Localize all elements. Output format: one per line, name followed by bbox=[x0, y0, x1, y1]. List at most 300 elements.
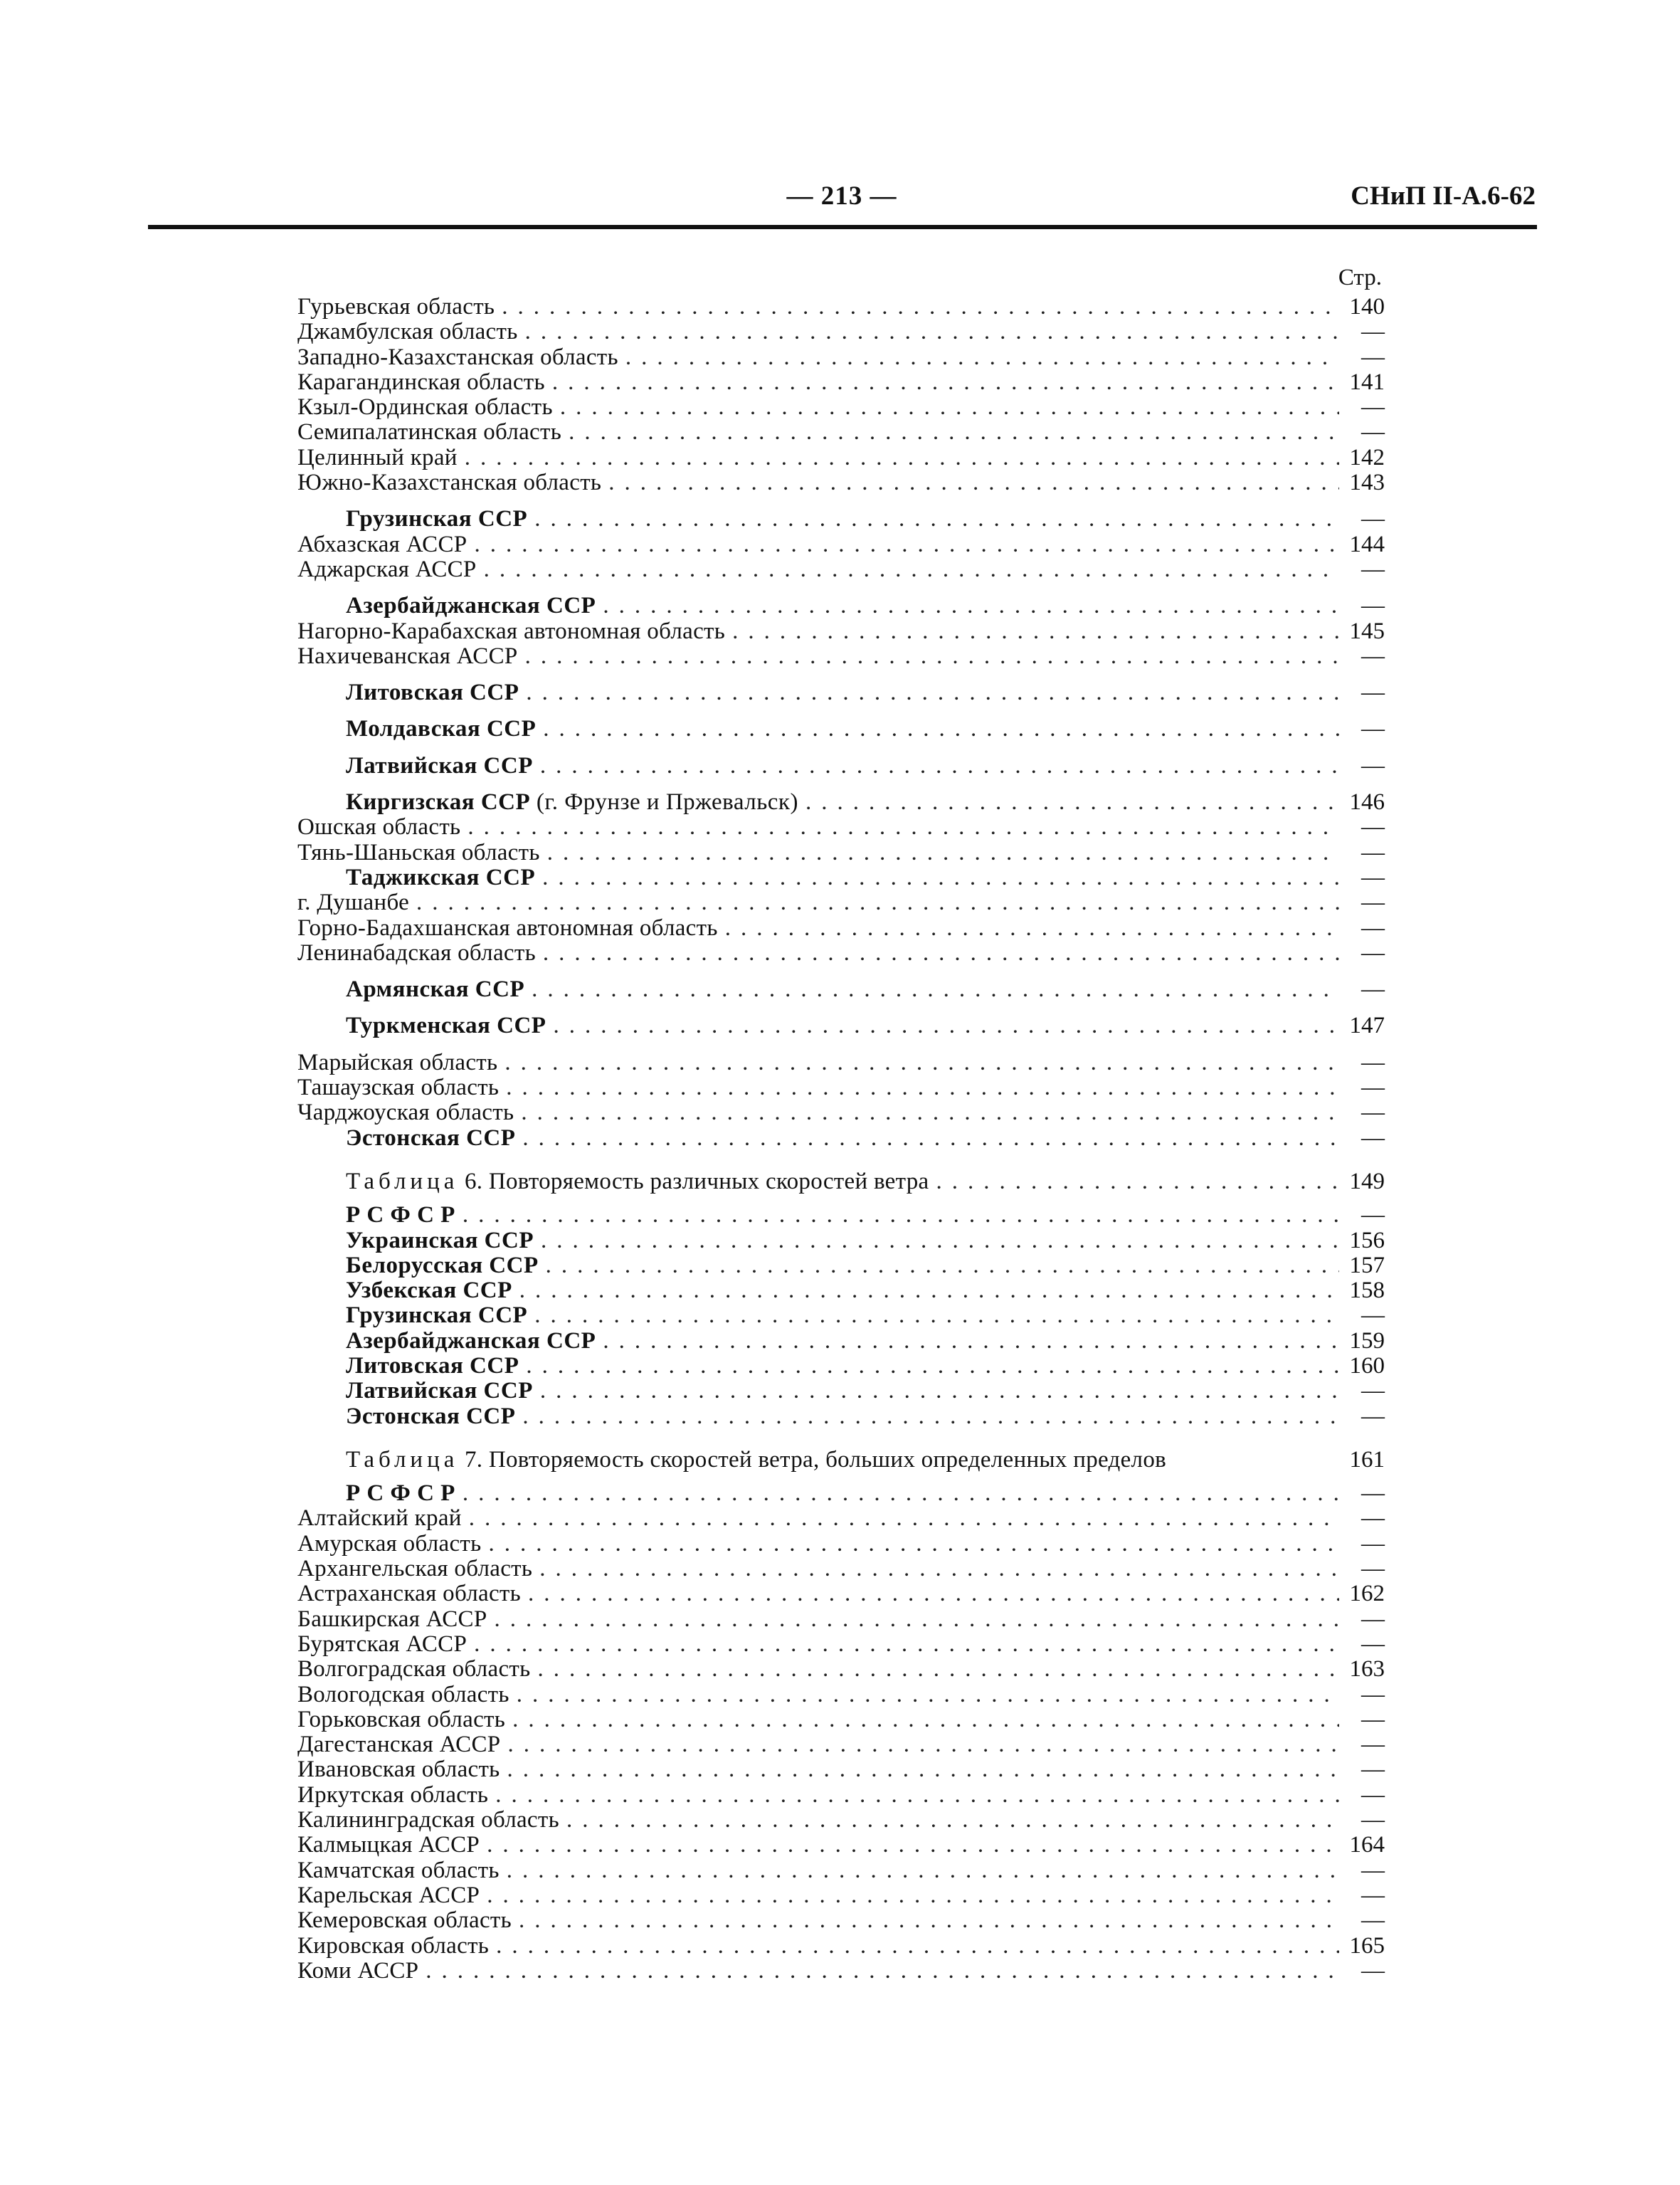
dot-leader bbox=[540, 754, 1339, 779]
dot-leader bbox=[553, 1013, 1339, 1038]
toc-entry-page: — bbox=[1361, 1480, 1385, 1507]
toc-entry-label bbox=[346, 1253, 539, 1278]
toc-rows bbox=[297, 295, 1385, 1984]
toc-entry-label bbox=[346, 1379, 533, 1404]
toc-entry bbox=[297, 1481, 1385, 1506]
toc-entry-page: — bbox=[1361, 1907, 1385, 1934]
toc-entry-page: — bbox=[1361, 1882, 1385, 1908]
toc-entry bbox=[297, 532, 1385, 557]
toc-entry-text: Семипалатинская область bbox=[297, 419, 562, 446]
toc-entry bbox=[297, 680, 1385, 705]
toc-entry-label bbox=[297, 1707, 505, 1732]
toc-entry bbox=[297, 1379, 1385, 1404]
toc-entry-page: 146 bbox=[1349, 789, 1385, 816]
toc-entry-page: — bbox=[1361, 1075, 1385, 1101]
toc-entry-text: Алтайский край bbox=[297, 1505, 462, 1532]
toc-entry bbox=[297, 1632, 1385, 1657]
toc-entry-page: — bbox=[1361, 915, 1385, 941]
toc-entry-label bbox=[297, 370, 545, 395]
toc-entry-page: — bbox=[1361, 1100, 1385, 1126]
toc-entry-page: — bbox=[1361, 1631, 1385, 1657]
dot-leader bbox=[521, 1100, 1339, 1125]
toc-entry bbox=[297, 370, 1385, 395]
toc-entry bbox=[297, 1858, 1385, 1883]
toc-entry-page: — bbox=[1361, 814, 1385, 841]
toc-entry-page: — bbox=[1361, 319, 1385, 345]
toc-entry-label bbox=[297, 1051, 497, 1075]
toc-entry-text: Башкирская АССР bbox=[297, 1606, 487, 1632]
toc-entry-page: 156 bbox=[1349, 1227, 1385, 1253]
toc-entry-text: Астраханская область bbox=[297, 1581, 521, 1607]
dot-leader bbox=[526, 680, 1339, 705]
toc-entry-text: Карельская АССР bbox=[297, 1882, 480, 1908]
table-word: Таблица bbox=[346, 1446, 459, 1473]
toc-entry-label bbox=[297, 815, 460, 840]
dot-leader bbox=[517, 1683, 1339, 1707]
page-number: — 213 — bbox=[786, 181, 897, 211]
table-word: Таблица bbox=[346, 1168, 459, 1194]
toc-entry-page: — bbox=[1361, 716, 1385, 742]
toc-entry-label bbox=[297, 1808, 559, 1833]
toc-entry bbox=[297, 1934, 1385, 1959]
toc-entry-label bbox=[346, 790, 798, 815]
toc-entry-label bbox=[297, 1959, 418, 1984]
toc-entry-page: 163 bbox=[1349, 1656, 1385, 1683]
toc-entry-label bbox=[346, 1126, 515, 1151]
dot-leader bbox=[534, 1303, 1339, 1328]
toc-entry-page: 145 bbox=[1349, 618, 1385, 644]
toc-entry-label bbox=[346, 1448, 1166, 1473]
toc-entry bbox=[297, 295, 1385, 320]
dot-leader bbox=[426, 1959, 1339, 1984]
toc-entry-text: Карагандинская область bbox=[297, 369, 545, 395]
toc-entry-page: — bbox=[1361, 1857, 1385, 1883]
toc-entry-text: Тянь-Шаньская область bbox=[297, 839, 540, 865]
toc-entry-label bbox=[346, 1278, 512, 1303]
toc-entry-text: Азербайджанская ССР bbox=[346, 1327, 596, 1354]
toc-entry-page: 157 bbox=[1349, 1252, 1385, 1278]
toc-entry bbox=[297, 446, 1385, 470]
dot-leader bbox=[543, 941, 1339, 966]
toc-entry-label bbox=[297, 619, 725, 644]
toc-entry bbox=[297, 619, 1385, 644]
toc-entry bbox=[297, 1404, 1385, 1429]
toc-entry-text: Туркменская ССР bbox=[346, 1013, 546, 1039]
toc-entry bbox=[297, 1506, 1385, 1531]
dot-leader bbox=[495, 1783, 1339, 1808]
dot-leader bbox=[540, 1379, 1339, 1404]
toc-entry bbox=[297, 890, 1385, 915]
toc-entry bbox=[297, 1013, 1385, 1038]
toc-entry-page: — bbox=[1361, 1757, 1385, 1783]
toc-entry-page: — bbox=[1361, 593, 1385, 619]
dot-leader bbox=[502, 295, 1339, 320]
toc-entry bbox=[297, 1278, 1385, 1303]
toc-entry-text: Иркутская область bbox=[297, 1781, 489, 1808]
toc-entry-page: — bbox=[1361, 1681, 1385, 1707]
toc-entry-label bbox=[297, 1908, 512, 1933]
toc-entry-page: — bbox=[1361, 1125, 1385, 1151]
toc-entry bbox=[297, 1557, 1385, 1581]
toc-entry bbox=[297, 1657, 1385, 1682]
toc-entry-text: Западно-Казахстанская область bbox=[297, 344, 618, 370]
dot-leader bbox=[725, 916, 1339, 941]
toc-entry-label bbox=[297, 295, 495, 320]
dot-leader bbox=[543, 717, 1339, 742]
toc-entry-label bbox=[346, 977, 524, 1002]
toc-entry-page: — bbox=[1361, 1403, 1385, 1429]
toc-entry-page: — bbox=[1361, 1505, 1385, 1532]
toc-entry-page: 158 bbox=[1349, 1278, 1385, 1304]
toc-entry-page: — bbox=[1361, 643, 1385, 669]
toc-entry-label bbox=[346, 680, 519, 705]
toc-entry-page: — bbox=[1361, 1807, 1385, 1833]
dot-leader bbox=[474, 532, 1339, 557]
toc-entry bbox=[297, 1581, 1385, 1606]
dot-leader bbox=[539, 1557, 1339, 1581]
toc-entry-text: Джамбулская область bbox=[297, 319, 518, 345]
toc-entry-page: — bbox=[1361, 556, 1385, 582]
dot-leader bbox=[542, 865, 1339, 890]
dot-leader bbox=[603, 594, 1339, 618]
dot-leader bbox=[487, 1883, 1339, 1908]
toc-entry bbox=[297, 395, 1385, 420]
dot-leader bbox=[552, 370, 1339, 395]
toc-entry-label bbox=[346, 1354, 519, 1379]
dot-leader bbox=[936, 1169, 1339, 1194]
toc-entry-page: — bbox=[1361, 1556, 1385, 1582]
toc-entry-label bbox=[297, 345, 618, 370]
dot-leader bbox=[534, 507, 1339, 532]
page-column-label: Стр. bbox=[1338, 265, 1382, 290]
toc-entry-label bbox=[297, 1757, 500, 1782]
dot-leader bbox=[488, 1532, 1339, 1557]
toc-entry-page: — bbox=[1361, 839, 1385, 865]
dot-leader bbox=[541, 1228, 1339, 1253]
toc-entry-label bbox=[346, 1228, 534, 1253]
toc-entry-page: — bbox=[1361, 976, 1385, 1003]
dot-leader bbox=[569, 420, 1339, 445]
toc-entry-label bbox=[297, 1581, 521, 1606]
dot-leader bbox=[506, 1075, 1339, 1100]
toc-entry-label bbox=[346, 1303, 527, 1328]
dot-leader bbox=[469, 1506, 1339, 1531]
toc-entry-label bbox=[297, 1607, 487, 1632]
toc-entry bbox=[297, 1607, 1385, 1632]
toc-entry-text: Марыйская область bbox=[297, 1049, 498, 1075]
toc-entry-page: — bbox=[1361, 394, 1385, 421]
toc-entry-text: Камчатская область bbox=[297, 1857, 500, 1883]
toc-entry-label bbox=[297, 1100, 514, 1125]
toc-entry-text: Ивановская область bbox=[297, 1757, 500, 1783]
toc-entry-text: Литовская ССР bbox=[346, 1352, 519, 1379]
toc-entry-text: Горьковская область bbox=[297, 1706, 506, 1732]
toc-entry bbox=[297, 320, 1385, 344]
dot-leader bbox=[484, 557, 1339, 582]
toc-entry bbox=[297, 790, 1385, 815]
toc-entry-label bbox=[297, 941, 536, 966]
toc-entry-page: — bbox=[1361, 1530, 1385, 1557]
toc-entry-label bbox=[297, 1532, 481, 1557]
dot-leader bbox=[507, 1732, 1339, 1757]
toc-entry-page: 164 bbox=[1349, 1832, 1385, 1858]
table-of-contents bbox=[297, 260, 1385, 1984]
toc-entry-label bbox=[297, 1632, 467, 1657]
dot-leader bbox=[416, 890, 1339, 915]
toc-entry-label bbox=[346, 1329, 596, 1354]
dot-leader bbox=[507, 1757, 1339, 1782]
toc-entry bbox=[297, 815, 1385, 840]
toc-entry bbox=[297, 420, 1385, 445]
toc-entry bbox=[297, 841, 1385, 865]
toc-entry bbox=[297, 1808, 1385, 1833]
toc-entry bbox=[297, 1354, 1385, 1379]
toc-entry bbox=[297, 1303, 1385, 1328]
dot-leader bbox=[522, 1126, 1339, 1151]
toc-entry-label bbox=[297, 1934, 489, 1959]
toc-entry-text: Чарджоуская область bbox=[297, 1100, 514, 1126]
toc-entry-text: 7. Повторяемость скоростей ветра, больших определенных пределов bbox=[464, 1446, 1167, 1473]
toc-entry-label bbox=[297, 916, 718, 941]
toc-entry-label bbox=[297, 557, 477, 582]
toc-entry-label bbox=[297, 1783, 488, 1808]
toc-entry bbox=[297, 644, 1385, 669]
toc-entry bbox=[297, 507, 1385, 532]
dot-leader bbox=[528, 1581, 1339, 1606]
toc-entry-page: 144 bbox=[1349, 531, 1385, 557]
toc-entry-label bbox=[346, 1013, 546, 1038]
toc-entry-page: — bbox=[1361, 1781, 1385, 1808]
header-rule bbox=[148, 225, 1537, 229]
toc-entry-label bbox=[297, 1657, 531, 1682]
toc-entry bbox=[297, 1883, 1385, 1908]
toc-entry-text: Коми АССР bbox=[297, 1957, 419, 1984]
toc-entry bbox=[297, 1203, 1385, 1228]
toc-entry-label bbox=[297, 1683, 509, 1707]
dot-leader bbox=[532, 977, 1339, 1002]
toc-entry-page: 142 bbox=[1349, 444, 1385, 470]
dot-leader bbox=[512, 1707, 1339, 1732]
toc-entry bbox=[297, 1253, 1385, 1278]
dot-leader bbox=[507, 1858, 1339, 1883]
toc-entry bbox=[297, 1169, 1385, 1194]
toc-entry-text: Эстонская ССР bbox=[346, 1125, 516, 1151]
dot-leader bbox=[547, 841, 1339, 865]
toc-entry-label bbox=[297, 532, 467, 557]
toc-entry-page: 160 bbox=[1349, 1352, 1385, 1379]
dot-leader bbox=[538, 1657, 1340, 1682]
document-code: СНиП II-А.6-62 bbox=[1351, 181, 1536, 211]
toc-entry-text: Нагорно-Карабахская автономная область bbox=[297, 618, 726, 644]
toc-entry bbox=[297, 594, 1385, 618]
toc-entry bbox=[297, 1051, 1385, 1075]
toc-entry-label bbox=[346, 717, 536, 742]
dot-leader bbox=[474, 1632, 1339, 1657]
toc-entry bbox=[297, 916, 1385, 941]
toc-entry-page: 159 bbox=[1349, 1327, 1385, 1354]
toc-entry-text: Армянская ССР bbox=[346, 976, 525, 1003]
toc-entry-label bbox=[297, 470, 601, 495]
toc-entry-label bbox=[297, 1883, 480, 1908]
toc-entry-label bbox=[297, 890, 409, 915]
toc-entry-page: 147 bbox=[1349, 1013, 1385, 1039]
toc-entry-label bbox=[297, 420, 561, 445]
toc-entry bbox=[297, 717, 1385, 742]
dot-leader bbox=[526, 1354, 1339, 1379]
toc-entry bbox=[297, 1329, 1385, 1354]
toc-entry-label bbox=[297, 1557, 532, 1581]
toc-entry-label bbox=[346, 1169, 929, 1194]
toc-entry bbox=[297, 1448, 1385, 1473]
toc-entry-text: Киргизская ССР bbox=[346, 789, 531, 816]
toc-entry-text: Калмыцкая АССР bbox=[297, 1832, 480, 1858]
toc-entry-text: Грузинская ССР bbox=[346, 506, 528, 532]
toc-entry-label bbox=[346, 865, 535, 890]
toc-entry bbox=[297, 865, 1385, 890]
toc-entry bbox=[297, 557, 1385, 582]
toc-entry-page: — bbox=[1361, 890, 1385, 916]
dot-leader bbox=[496, 1934, 1339, 1959]
toc-entry-page: — bbox=[1361, 1202, 1385, 1228]
toc-entry-label bbox=[297, 1506, 462, 1531]
toc-entry-page: — bbox=[1361, 1957, 1385, 1984]
toc-entry-page: — bbox=[1361, 1706, 1385, 1732]
toc-entry-page: — bbox=[1361, 506, 1385, 532]
toc-entry-text: Дагестанская АССР bbox=[297, 1732, 501, 1758]
toc-entry-text: Амурская область bbox=[297, 1530, 482, 1557]
dot-leader bbox=[560, 395, 1339, 420]
toc-entry bbox=[297, 1732, 1385, 1757]
page-header bbox=[148, 177, 1536, 219]
toc-entry-text: Эстонская ССР bbox=[346, 1403, 516, 1429]
toc-entry-page: 149 bbox=[1349, 1168, 1385, 1194]
dot-leader bbox=[525, 644, 1339, 669]
toc-entry-text: Украинская ССР bbox=[346, 1227, 534, 1253]
toc-entry-page: 161 bbox=[1349, 1446, 1385, 1473]
dot-leader bbox=[732, 619, 1339, 644]
toc-entry-page: — bbox=[1361, 1732, 1385, 1758]
toc-entry bbox=[297, 1532, 1385, 1557]
dot-leader bbox=[465, 446, 1339, 470]
toc-entry-text: Азербайджанская ССР bbox=[346, 593, 596, 619]
toc-entry bbox=[297, 1783, 1385, 1808]
toc-entry-label bbox=[297, 644, 518, 669]
toc-entry-label bbox=[297, 1833, 480, 1858]
toc-entry bbox=[297, 1075, 1385, 1100]
toc-entry bbox=[297, 345, 1385, 370]
toc-entry-label bbox=[346, 754, 533, 779]
toc-entry-text: Кзыл-Ординская область bbox=[297, 394, 553, 421]
toc-entry-text: Абхазская АССР bbox=[297, 531, 467, 557]
toc-entry-label bbox=[297, 320, 518, 344]
toc-entry-text: Таджикская ССР bbox=[346, 864, 536, 890]
toc-entry-label bbox=[297, 395, 553, 420]
toc-entry-text: Калининградская область bbox=[297, 1807, 559, 1833]
dot-leader bbox=[805, 790, 1339, 815]
dot-leader bbox=[566, 1808, 1339, 1833]
toc-entry bbox=[297, 1126, 1385, 1151]
dot-leader bbox=[487, 1833, 1339, 1858]
toc-entry-text: Волгоградская область bbox=[297, 1656, 531, 1683]
toc-entry bbox=[297, 941, 1385, 966]
toc-entry-label bbox=[346, 1203, 455, 1228]
dot-leader bbox=[546, 1253, 1339, 1278]
toc-entry-page: — bbox=[1361, 864, 1385, 890]
toc-entry-text: Ошская область bbox=[297, 814, 461, 841]
toc-entry-page: — bbox=[1361, 752, 1385, 779]
toc-entry-page: 141 bbox=[1349, 369, 1385, 395]
toc-entry-text: Ленинабадская область bbox=[297, 939, 536, 966]
toc-entry-text: Латвийская ССР bbox=[346, 1378, 533, 1404]
dot-leader bbox=[603, 1329, 1339, 1354]
toc-entry-text: 6. Повторяемость различных скоростей ветра bbox=[464, 1168, 929, 1194]
toc-entry-label bbox=[297, 1732, 500, 1757]
toc-entry-page: 162 bbox=[1349, 1581, 1385, 1607]
toc-entry bbox=[297, 1683, 1385, 1707]
dot-leader bbox=[463, 1481, 1339, 1506]
toc-entry bbox=[297, 1908, 1385, 1933]
toc-entry-text: Вологодская область bbox=[297, 1681, 509, 1707]
dot-leader bbox=[495, 1607, 1339, 1632]
toc-entry-label bbox=[297, 1075, 499, 1100]
toc-entry-text: Архангельская область bbox=[297, 1556, 533, 1582]
toc-entry bbox=[297, 977, 1385, 1002]
toc-entry-label bbox=[346, 594, 596, 618]
toc-entry-text: Ташаузская область bbox=[297, 1075, 500, 1101]
toc-entry-label bbox=[346, 507, 527, 532]
toc-entry-page: 140 bbox=[1349, 294, 1385, 320]
toc-entry-text: Горно-Бадахшанская автономная область bbox=[297, 915, 718, 941]
toc-entry-text: Молдавская ССР bbox=[346, 716, 537, 742]
toc-entry-text: Латвийская ССР bbox=[346, 752, 533, 779]
toc-entry-text: Гурьевская область bbox=[297, 294, 495, 320]
dot-leader bbox=[504, 1051, 1339, 1075]
toc-entry-page: — bbox=[1361, 344, 1385, 370]
toc-entry-text: Южно-Казахстанская область bbox=[297, 470, 602, 496]
toc-entry bbox=[297, 1833, 1385, 1858]
toc-entry-page: — bbox=[1361, 680, 1385, 706]
toc-entry-page: 143 bbox=[1349, 470, 1385, 496]
toc-entry-page: — bbox=[1361, 1378, 1385, 1404]
toc-entry-text: Нахичеванская АССР bbox=[297, 643, 518, 669]
toc-entry-text: Р С Ф С Р bbox=[346, 1202, 455, 1228]
toc-entry-label bbox=[297, 1858, 500, 1883]
toc-entry-text: Аджарская АССР bbox=[297, 556, 477, 582]
toc-entry-text: Бурятская АССР bbox=[297, 1631, 467, 1657]
toc-entry bbox=[297, 1707, 1385, 1732]
dot-leader bbox=[608, 470, 1339, 495]
toc-entry-text: Р С Ф С Р bbox=[346, 1480, 455, 1507]
toc-entry-page: — bbox=[1361, 939, 1385, 966]
toc-entry-text: Грузинская ССР bbox=[346, 1302, 528, 1329]
dot-leader bbox=[519, 1908, 1339, 1933]
toc-entry-page: 165 bbox=[1349, 1932, 1385, 1959]
toc-entry bbox=[297, 1959, 1385, 1984]
toc-entry-text: Узбекская ССР bbox=[346, 1278, 512, 1304]
dot-leader bbox=[525, 320, 1339, 344]
toc-entry bbox=[297, 1100, 1385, 1125]
toc-entry-page: — bbox=[1361, 1049, 1385, 1075]
toc-entry-text: г. Душанбе bbox=[297, 890, 410, 916]
toc-entry-text: Кировская область bbox=[297, 1932, 490, 1959]
toc-entry-page: — bbox=[1361, 419, 1385, 446]
toc-entry-text: Целинный край bbox=[297, 444, 458, 470]
toc-entry-page: — bbox=[1361, 1302, 1385, 1329]
toc-entry-text: Литовская ССР bbox=[346, 680, 519, 706]
dot-leader bbox=[463, 1203, 1339, 1228]
toc-entry bbox=[297, 1228, 1385, 1253]
toc-entry-text: Белорусская ССР bbox=[346, 1252, 539, 1278]
